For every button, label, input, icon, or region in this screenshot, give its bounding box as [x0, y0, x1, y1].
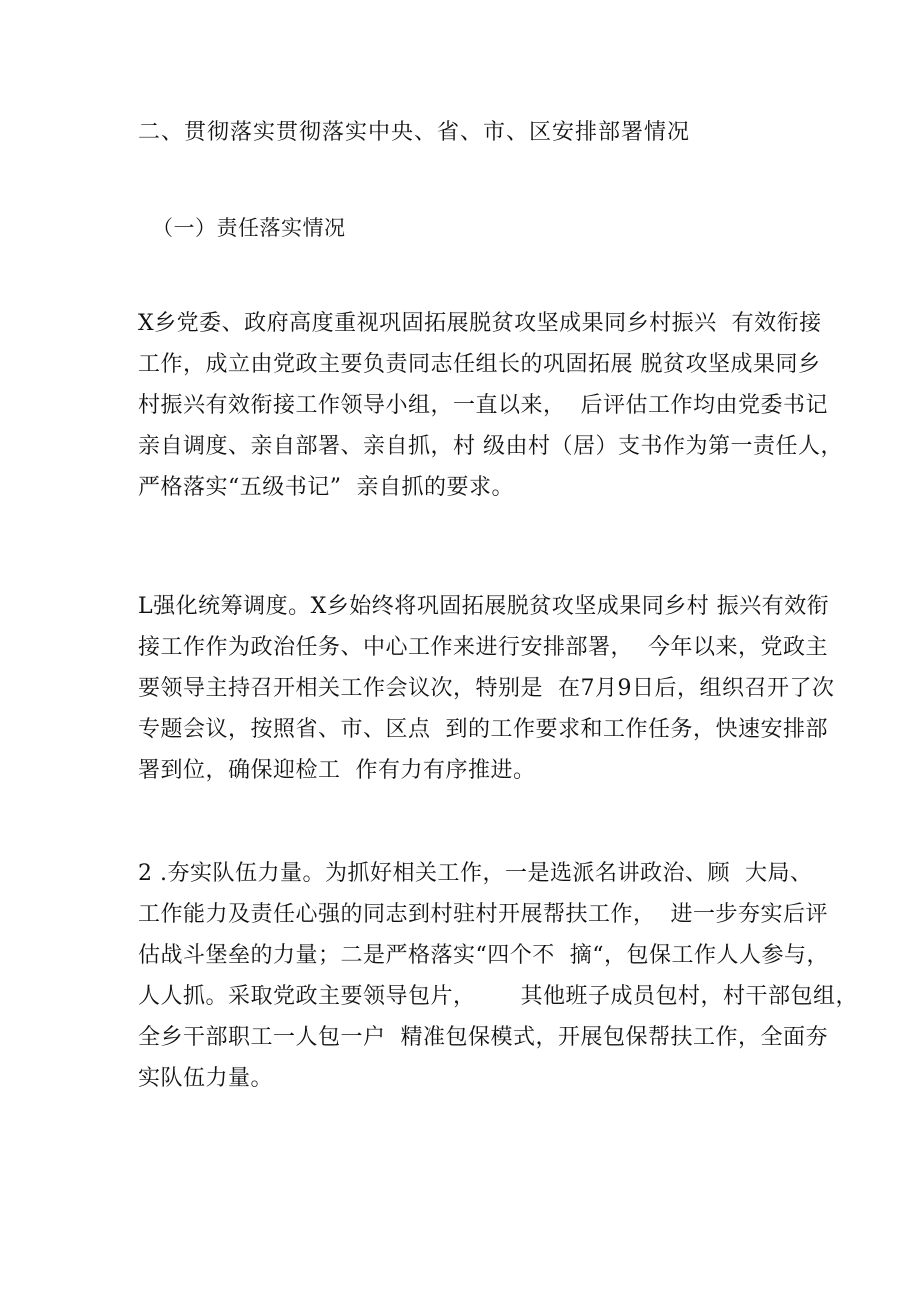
paragraph-line: X乡党委、政府高度重视巩固拓展脱贫攻坚成果同乡村振兴 有效衔接 [138, 311, 822, 336]
paragraph-line: 严格落实“五级书记” 亲自抓的要求。 [138, 475, 514, 500]
subsection-heading: （一）责任落实情况 [152, 216, 346, 240]
paragraph-line: L强化统筹调度。X乡始终将巩固拓展脱贫攻坚成果同乡村 振兴有效衔 [138, 594, 830, 619]
paragraph-team-strength [138, 853, 858, 1099]
paragraph-line: 署到位，确保迎检工 作有力有序推进。 [138, 758, 536, 783]
paragraph-line: 实队伍力量。 [138, 1066, 274, 1091]
paragraph-line: 2 .夯实队伍力量。为抓好相关工作，一是选派名讲政治、顾 大局、 [138, 861, 813, 886]
paragraph-line: 亲自调度、亲自部署、亲自抓，村 级由村（居）支书作为第一责任人， [138, 434, 843, 459]
paragraph-line: 村振兴有效衔接工作领导小组，一直以来， 后评估工作均由党委书记 [138, 393, 828, 418]
paragraph-line: 人人抓。采取党政主要领导包片， 其他班子成员包村，村干部包组， [138, 984, 858, 1009]
paragraph-line: 工作能力及责任心强的同志到村驻村开展帮扶工作， 进一步夯实后评 [138, 902, 828, 927]
paragraph-line: 全乡干部职工一人包一户 精准包保模式，开展包保帮扶工作，全面夯 [138, 1025, 828, 1050]
paragraph-line: 接工作作为政治任务、中心工作来进行安排部署， 今年以来，党政主 [138, 635, 828, 660]
paragraph-responsibility [138, 303, 843, 508]
paragraph-line: 工作，成立由党政主要负责同志任组长的巩固拓展 脱贫攻坚成果同乡 [138, 352, 821, 377]
section-heading: 二、贯彻落实贯彻落实中央、省、市、区安排部署情况 [138, 120, 691, 145]
paragraph-line: 估战斗堡垒的力量；二是严格落实“四个不 摘“，包保工作人人参与， [138, 943, 829, 968]
paragraph-coordination [138, 586, 835, 791]
paragraph-line: 要领导主持召开相关工作会议次，特别是 在7月9日后，组织召开了次 [138, 676, 835, 701]
paragraph-line: 专题会议，按照省、市、区点 到的工作要求和工作任务，快速安排部 [138, 717, 828, 742]
